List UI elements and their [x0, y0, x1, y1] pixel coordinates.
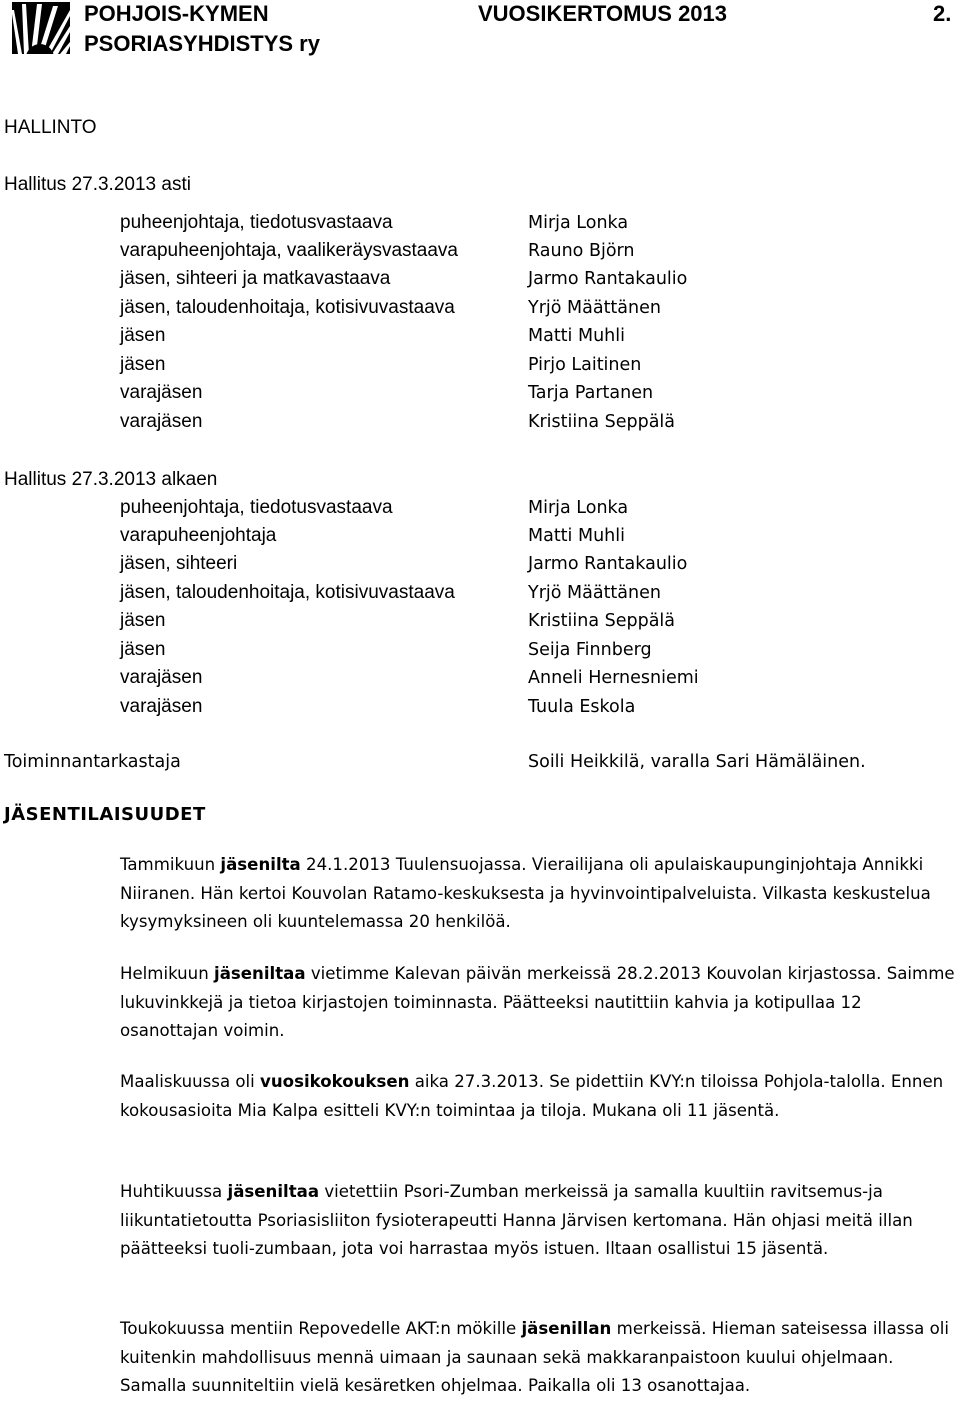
paragraph-text: Huhtikuussa [120, 1182, 228, 1201]
board1-member-name: Rauno Björn [528, 241, 635, 261]
board2-role: varajäsen [120, 667, 203, 688]
board1-role: jäsen, taloudenhoitaja, kotisivuvastaava [120, 297, 455, 318]
paragraph-emphasis: jäsenillan [521, 1319, 612, 1338]
paragraph-text: aika 27.3.2013. Se pidettiin KVY:n tiloissa Pohjola-talolla. Ennen kokousasioita Mia Kalpa esitteli KVY:n toimintaa ja tiloja. Mukana oli 11 jäsentä. [120, 1072, 944, 1120]
page-number: 2. [933, 1, 952, 26]
paragraph-text: merkeissä. Hieman sateisessa illassa oli kuitenkin mahdollisuus mennä uimaan ja saunaan sekä makkaranpaistoon kuului ohjelmaan. Samalla suunniteltiin vielä kesäretken ohjelmaa. Paikalla oli 13 osanottajaa. [120, 1319, 949, 1395]
paragraph-text: Helmikuun [120, 964, 214, 983]
board1-member-name: Yrjö Määttänen [528, 298, 661, 318]
auditor-value: Soili Heikkilä, varalla Sari Hämäläinen. [528, 752, 866, 772]
board1-role: varajäsen [120, 382, 203, 403]
board2-member-name: Yrjö Määttänen [528, 583, 661, 603]
auditor-label: Toiminnantarkastaja [4, 752, 181, 772]
board2-role: jäsen, sihteeri [120, 553, 238, 574]
paragraph-text: vietimme Kalevan päivän merkeissä 28.2.2013 Kouvolan kirjastossa. Saimme lukuvinkkejä ja tietoa kirjastojen toiminnasta. Päätteeksi nautittiin kahvia ja kotipullaa 12 osanottajan voimin. [120, 964, 955, 1040]
board2-role: jäsen, taloudenhoitaja, kotisivuvastaava [120, 582, 455, 603]
section-heading-hallinto: HALLINTO [4, 117, 97, 138]
paragraph-text: Tammikuun [120, 855, 221, 874]
board1-role: puheenjohtaja, tiedotusvastaava [120, 212, 393, 233]
event-paragraph-may [120, 1315, 960, 1401]
event-paragraph-january [120, 851, 960, 937]
document-title: VUOSIKERTOMUS 2013 [478, 1, 728, 26]
event-paragraph-april [120, 1178, 960, 1264]
board2-role: puheenjohtaja, tiedotusvastaava [120, 497, 393, 518]
paragraph-text: 24.1.2013 Tuulensuojassa. Vierailijana oli apulaiskaupunginjohtaja Annikki Niiranen. Hän kertoi Kouvolan Ratamo-keskuksesta ja hyvinvointipalveluista. Vilkasta keskustelua kysymyksineen oli kuuntelemassa 20 henkilöä. [120, 855, 931, 931]
board2-role: varajäsen [120, 696, 203, 717]
board1-member-name: Tarja Partanen [528, 383, 654, 403]
paragraph-emphasis: jäseniltaa [227, 1182, 320, 1201]
org-name-line2: PSORIASYHDISTYS ry [84, 31, 320, 56]
board2-member-name: Seija Finnberg [528, 640, 652, 660]
paragraph-text: Maaliskuussa oli [120, 1072, 261, 1091]
board1-title: Hallitus 27.3.2013 asti [4, 174, 191, 195]
board1-role: jäsen [120, 354, 166, 375]
board2-member-name: Tuula Eskola [528, 697, 636, 717]
board1-role: varapuheenjohtaja, vaalikeräysvastaava [120, 240, 458, 261]
board2-role: jäsen [120, 639, 166, 660]
board2-title: Hallitus 27.3.2013 alkaen [4, 469, 218, 490]
board2-member-name: Mirja Lonka [528, 498, 629, 518]
event-paragraph-march [120, 1068, 960, 1125]
board1-member-name: Matti Muhli [528, 326, 625, 346]
board1-member-name: Jarmo Rantakaulio [528, 269, 688, 289]
section-heading-jasentilaisuudet: JÄSENTILAISUUDET [4, 804, 206, 825]
event-paragraph-february [120, 960, 960, 1046]
paragraph-emphasis: jäsenilta [220, 855, 301, 874]
board2-member-name: Jarmo Rantakaulio [528, 554, 688, 574]
board2-member-name: Matti Muhli [528, 526, 625, 546]
board1-member-name: Kristiina Seppälä [528, 412, 676, 432]
org-name-line1: POHJOIS-KYMEN [84, 1, 269, 26]
board1-member-name: Pirjo Laitinen [528, 355, 642, 375]
paragraph-emphasis: jäseniltaa [214, 964, 306, 983]
board1-member-name: Mirja Lonka [528, 213, 629, 233]
board2-role: jäsen [120, 610, 166, 631]
board2-member-name: Kristiina Seppälä [528, 611, 676, 631]
board1-role: jäsen, sihteeri ja matkavastaava [120, 268, 391, 289]
paragraph-text: Toukokuussa mentiin Repovedelle AKT:n mökille [120, 1319, 522, 1338]
board2-role: varapuheenjohtaja [120, 525, 277, 546]
board1-role: jäsen [120, 325, 166, 346]
sun-logo-icon [12, 2, 70, 54]
paragraph-text: vietettiin Psori-Zumban merkeissä ja samalla kuultiin ravitsemus-ja liikuntatietoutta Psoriasisliiton fysioterapeutti Hanna Järvisen kertomana. Hän ohjasi meitä illan päätteeksi tuoli-zumbaan, jota voi harrastaa myös istuen. Iltaan osallistui 15 jäsentä. [120, 1182, 913, 1258]
paragraph-emphasis: vuosikokouksen [260, 1072, 410, 1091]
board1-role: varajäsen [120, 411, 203, 432]
board2-member-name: Anneli Hernesniemi [528, 668, 699, 688]
